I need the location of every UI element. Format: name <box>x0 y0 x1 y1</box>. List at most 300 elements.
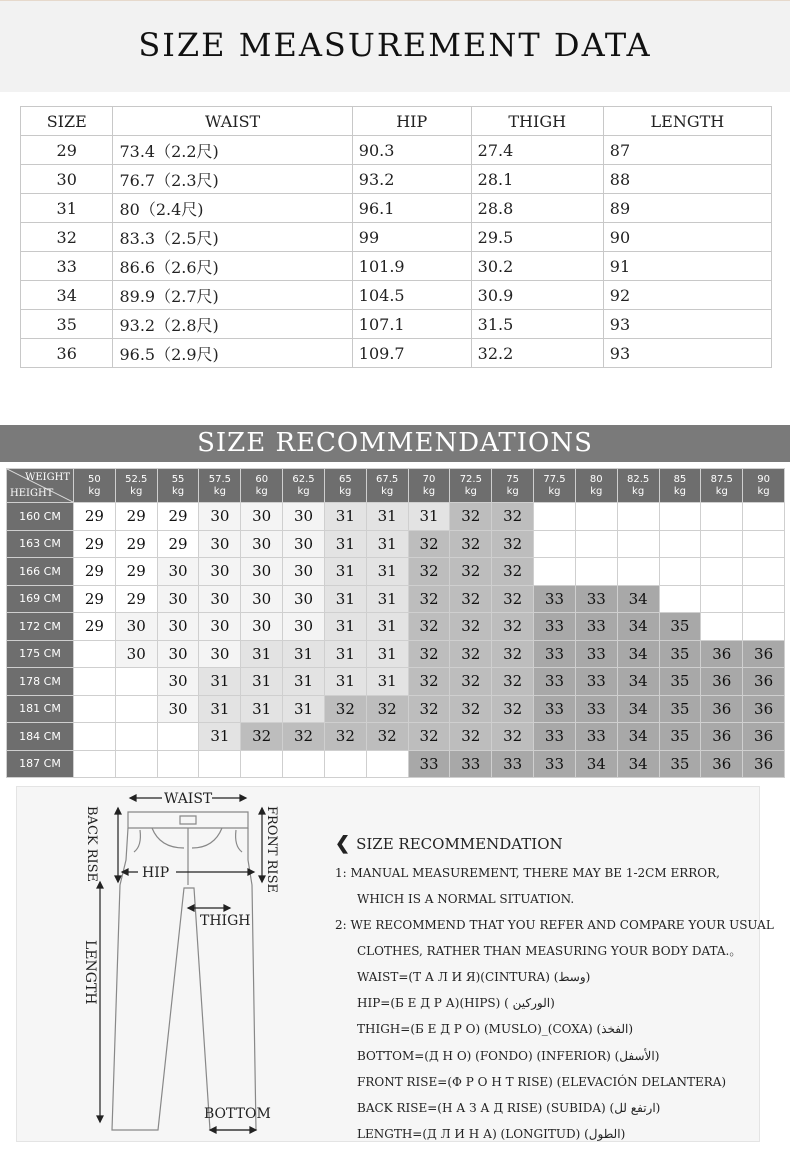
recommended-size-cell <box>158 723 199 750</box>
measurement-row <box>21 165 772 194</box>
recommended-size-cell <box>74 723 115 750</box>
recommended-size-cell: 31 <box>283 668 324 695</box>
weight-unit: kg <box>130 485 143 497</box>
recommended-size-cell: 31 <box>283 696 324 723</box>
recommended-size-cell: 34 <box>618 641 659 668</box>
measurement-header-cell: SIZE <box>21 107 113 136</box>
recommended-size-cell: 31 <box>199 696 240 723</box>
recommended-size-cell: 35 <box>660 723 701 750</box>
recommended-size-cell: 32 <box>450 558 491 585</box>
recommended-size-cell: 36 <box>743 668 784 695</box>
recommended-size-cell: 35 <box>660 751 701 778</box>
recommended-size-cell: 31 <box>241 641 282 668</box>
recommended-size-cell <box>618 503 659 530</box>
measurement-cell: 93.2（2.8尺) <box>113 310 352 339</box>
recommended-size-cell <box>743 613 784 640</box>
weight-header <box>450 469 491 502</box>
recommended-size-cell: 33 <box>576 696 617 723</box>
recommended-size-cell <box>660 586 701 613</box>
recommended-size-cell: 31 <box>199 668 240 695</box>
recommended-size-cell: 29 <box>158 531 199 558</box>
measurement-cell: 34 <box>21 281 113 310</box>
recommended-size-cell: 31 <box>367 558 408 585</box>
recommended-size-cell: 30 <box>158 586 199 613</box>
recommended-size-cell: 34 <box>618 613 659 640</box>
weight-unit: kg <box>757 485 770 497</box>
recommended-size-cell: 31 <box>367 531 408 558</box>
weight-unit: kg <box>171 485 185 497</box>
recommended-size-cell: 32 <box>450 613 491 640</box>
recommended-size-cell: 36 <box>743 696 784 723</box>
height-header: 160 CM <box>7 503 73 530</box>
weight-value: 65 <box>338 473 352 485</box>
recommended-size-cell: 29 <box>74 558 115 585</box>
back-rise-label: BACK RISE <box>84 806 99 883</box>
weight-value: 57.5 <box>208 473 231 485</box>
recommended-size-cell: 32 <box>450 668 491 695</box>
weight-unit: kg <box>673 485 686 497</box>
recommended-size-cell: 29 <box>116 586 157 613</box>
recommended-size-cell <box>158 751 199 778</box>
recommended-size-cell <box>534 503 575 530</box>
weight-header <box>116 469 157 502</box>
height-axis-label: HEIGHT <box>10 488 54 499</box>
recommended-size-cell: 30 <box>283 531 324 558</box>
measurement-cell: 73.4（2.2尺) <box>113 136 352 165</box>
glossary <box>335 964 755 1147</box>
weight-value: 70 <box>422 473 436 485</box>
recommended-size-cell <box>660 503 701 530</box>
recommended-size-cell <box>701 531 742 558</box>
measurement-cell: 96.1 <box>352 194 471 223</box>
recommended-size-cell: 32 <box>367 723 408 750</box>
measurement-header-cell: LENGTH <box>603 107 771 136</box>
weight-unit: kg <box>88 485 101 497</box>
measurement-row <box>21 223 772 252</box>
note-1-line-2: WHICH IS A NORMAL SITUATION. <box>357 892 575 906</box>
notes-heading-text: SIZE RECOMMENDATION <box>356 834 563 853</box>
weight-value: 82.5 <box>626 473 650 485</box>
recommended-size-cell: 31 <box>325 613 366 640</box>
recommended-size-cell: 32 <box>492 696 533 723</box>
recommended-size-cell: 31 <box>241 696 282 723</box>
height-header: 187 CM <box>7 751 73 778</box>
measurement-cell: 32 <box>21 223 113 252</box>
weight-value: 62.5 <box>292 473 315 485</box>
recommended-size-cell: 36 <box>701 696 742 723</box>
measurement-cell: 33 <box>21 252 113 281</box>
recommended-size-cell: 31 <box>325 668 366 695</box>
recommended-size-cell: 29 <box>74 503 115 530</box>
recommended-size-cell: 31 <box>367 503 408 530</box>
glossary-line: THIGH=(Б Е Д Р О) (MUSLO)_(COXA) (الفخذ) <box>357 1022 634 1037</box>
recommended-size-cell <box>701 503 742 530</box>
weight-value: 85 <box>673 473 687 485</box>
glossary-line: WAIST=(Т А Л И Я)(CINTURA) (وسط) <box>357 970 591 984</box>
recommended-size-cell: 32 <box>492 586 533 613</box>
recommended-size-cell: 33 <box>534 668 575 695</box>
weight-header <box>534 469 575 502</box>
recommended-size-cell <box>367 751 408 778</box>
weight-unit: kg <box>632 485 645 497</box>
measurement-cell: 107.1 <box>352 310 471 339</box>
recommended-size-cell: 35 <box>660 641 701 668</box>
glossary-line: FRONT RISE=(Ф Р О Н Т RISE) (ELEVACIÓN DELANTERA) <box>357 1074 727 1089</box>
recommended-size-cell <box>576 503 617 530</box>
note-1-line-1: 1: MANUAL MEASUREMENT, THERE MAY BE 1-2CM ERROR, <box>335 866 720 880</box>
weight-header <box>743 469 784 502</box>
recommended-size-cell: 32 <box>492 613 533 640</box>
measurement-cell: 30 <box>21 165 113 194</box>
recommended-size-cell <box>701 613 742 640</box>
weight-value: 60 <box>255 473 269 485</box>
recommended-size-cell: 33 <box>534 723 575 750</box>
recommended-size-cell <box>116 668 157 695</box>
measurement-cell: 31 <box>21 194 113 223</box>
waistband-outline <box>128 812 248 828</box>
measurement-cell: 109.7 <box>352 339 471 368</box>
recommended-size-cell: 30 <box>283 613 324 640</box>
weight-value: 90 <box>757 473 770 485</box>
measurement-cell: 101.9 <box>352 252 471 281</box>
measurement-row <box>21 194 772 223</box>
recommended-size-cell: 33 <box>534 696 575 723</box>
pants-diagram <box>80 790 300 1140</box>
recommended-size-cell: 31 <box>409 503 450 530</box>
measurement-cell: 93 <box>603 310 771 339</box>
weight-header <box>74 469 115 502</box>
height-header: 184 CM <box>7 723 73 750</box>
recommended-size-cell: 33 <box>576 668 617 695</box>
recommended-size-cell <box>618 531 659 558</box>
weight-unit: kg <box>255 485 268 497</box>
recommended-size-cell: 31 <box>325 531 366 558</box>
recommended-size-cell: 31 <box>283 641 324 668</box>
recommended-size-cell: 32 <box>409 558 450 585</box>
measurement-header-cell: WAIST <box>113 107 352 136</box>
recommended-size-cell <box>576 558 617 585</box>
recommended-size-cell: 31 <box>367 586 408 613</box>
weight-header <box>660 469 701 502</box>
height-header: 169 CM <box>7 586 73 613</box>
glossary-line: HIP=(Б Е Д Р А)(HIPS) ( الوركين) <box>357 996 555 1011</box>
measurement-cell: 92 <box>603 281 771 310</box>
glossary-line: LENGTH=(Д Л И Н А) (LONGITUD) (الطول) <box>357 1127 626 1142</box>
weight-value: 55 <box>171 473 185 485</box>
weight-value: 75 <box>506 473 519 485</box>
measurement-cell: 89 <box>603 194 771 223</box>
recommended-size-cell: 33 <box>450 751 491 778</box>
measurement-cell: 29 <box>21 136 113 165</box>
measurement-cell: 83.3（2.5尺) <box>113 223 352 252</box>
measurement-table <box>20 106 772 368</box>
weight-unit: kg <box>715 485 728 497</box>
recommended-size-cell: 31 <box>199 723 240 750</box>
notes-heading <box>335 833 755 854</box>
measurement-cell: 93.2 <box>352 165 471 194</box>
height-header: 172 CM <box>7 613 73 640</box>
recommended-size-cell: 36 <box>743 751 784 778</box>
recommended-size-cell: 30 <box>199 586 240 613</box>
measurement-cell: 91 <box>603 252 771 281</box>
recommended-size-cell: 30 <box>241 558 282 585</box>
weight-unit: kg <box>464 485 477 497</box>
height-header: 163 CM <box>7 531 73 558</box>
measurement-cell: 86.6（2.6尺) <box>113 252 352 281</box>
recommended-size-cell <box>701 586 742 613</box>
recommended-size-cell: 34 <box>618 723 659 750</box>
measurement-cell: 89.9（2.7尺) <box>113 281 352 310</box>
recommended-size-cell: 36 <box>701 751 742 778</box>
waist-label: WAIST <box>164 791 213 807</box>
recommended-size-cell <box>743 558 784 585</box>
weight-header <box>199 469 240 502</box>
weight-value: 67.5 <box>376 473 399 485</box>
weight-unit: kg <box>297 485 310 497</box>
recommended-size-cell <box>325 751 366 778</box>
recommended-size-cell: 29 <box>74 586 115 613</box>
weight-header <box>367 469 408 502</box>
weight-header <box>492 469 533 502</box>
weight-header <box>241 469 282 502</box>
recommended-size-cell: 33 <box>534 613 575 640</box>
chevron-left-icon: ❮ <box>335 833 351 854</box>
recommended-size-cell: 29 <box>116 558 157 585</box>
recommended-size-cell: 32 <box>325 723 366 750</box>
measurement-cell: 28.8 <box>471 194 603 223</box>
weight-unit: kg <box>339 485 352 497</box>
recommended-size-cell <box>743 586 784 613</box>
recommended-size-cell: 31 <box>325 503 366 530</box>
recommended-size-cell: 32 <box>492 668 533 695</box>
recommended-size-cell: 30 <box>116 641 157 668</box>
recommended-size-cell: 30 <box>158 613 199 640</box>
glossary-line: BOTTOM=(Д Н О) (FONDO) (INFERIOR) (الأسفل) <box>357 1048 660 1063</box>
recommended-size-cell: 34 <box>618 696 659 723</box>
recommended-size-cell <box>74 751 115 778</box>
recommended-size-cell: 32 <box>450 586 491 613</box>
recommended-size-cell: 33 <box>534 751 575 778</box>
recommended-size-cell: 32 <box>450 503 491 530</box>
measurement-cell: 35 <box>21 310 113 339</box>
height-header: 166 CM <box>7 558 73 585</box>
weight-unit: kg <box>548 485 561 497</box>
recommended-size-cell: 31 <box>325 586 366 613</box>
recommended-size-cell: 36 <box>743 641 784 668</box>
recommended-size-cell <box>199 751 240 778</box>
weight-header <box>158 469 199 502</box>
recommended-size-cell: 32 <box>450 641 491 668</box>
note-2-line-2: CLOTHES, RATHER THAN MEASURING YOUR BODY DATA.。 <box>357 944 742 958</box>
size-notes <box>335 833 774 1147</box>
recommended-size-cell: 29 <box>74 531 115 558</box>
pants-outline <box>112 828 256 1130</box>
length-label: LENGTH <box>82 940 98 1005</box>
measurement-cell: 32.2 <box>471 339 603 368</box>
measurement-cell: 90.3 <box>352 136 471 165</box>
recommended-size-cell: 32 <box>409 586 450 613</box>
note-2-line-1: 2: WE RECOMMEND THAT YOU REFER AND COMPARE YOUR USUAL <box>335 918 774 932</box>
recommended-size-cell <box>743 503 784 530</box>
recommended-size-cell: 32 <box>325 696 366 723</box>
recommended-size-cell: 32 <box>409 641 450 668</box>
recommended-size-cell: 30 <box>241 586 282 613</box>
recommended-size-cell: 32 <box>492 531 533 558</box>
weight-value: 87.5 <box>710 473 733 485</box>
measurement-cell: 88 <box>603 165 771 194</box>
weight-value: 52.5 <box>125 473 148 485</box>
recommended-size-cell <box>74 641 115 668</box>
recommended-size-cell <box>743 531 784 558</box>
weight-axis-label: WEIGHT <box>25 472 70 483</box>
recommended-size-cell: 30 <box>283 503 324 530</box>
measurement-cell: 99 <box>352 223 471 252</box>
recommended-size-cell <box>116 751 157 778</box>
glossary-line: BACK RISE=(Н А З А Д RISE) (SUBIDA) (ارتفع لل) <box>357 1100 661 1115</box>
recommended-size-cell <box>241 751 282 778</box>
weight-header <box>325 469 366 502</box>
recommended-size-cell: 34 <box>576 751 617 778</box>
weight-unit: kg <box>590 485 603 497</box>
recommended-size-cell: 32 <box>450 531 491 558</box>
recommended-size-cell: 32 <box>409 531 450 558</box>
recommended-size-cell: 30 <box>241 613 282 640</box>
measurement-cell: 27.4 <box>471 136 603 165</box>
recommended-size-cell: 32 <box>450 696 491 723</box>
recommended-size-cell <box>534 531 575 558</box>
recommended-size-cell: 33 <box>576 641 617 668</box>
recommended-size-cell: 35 <box>660 696 701 723</box>
measurement-cell: 28.1 <box>471 165 603 194</box>
measurement-cell: 90 <box>603 223 771 252</box>
recommended-size-cell: 36 <box>701 641 742 668</box>
measurement-cell: 93 <box>603 339 771 368</box>
weight-value: 77.5 <box>543 473 566 485</box>
weight-header <box>283 469 324 502</box>
recommended-size-cell: 30 <box>158 641 199 668</box>
height-header: 181 CM <box>7 696 73 723</box>
recommended-size-cell: 30 <box>199 641 240 668</box>
measurement-cell: 80（2.4尺) <box>113 194 352 223</box>
recommended-size-cell <box>116 696 157 723</box>
measurement-cell: 36 <box>21 339 113 368</box>
recommended-size-cell: 29 <box>74 613 115 640</box>
measurement-cell: 31.5 <box>471 310 603 339</box>
measurement-cell: 29.5 <box>471 223 603 252</box>
recommended-size-cell: 30 <box>199 558 240 585</box>
recommended-size-cell: 30 <box>283 558 324 585</box>
recommended-size-cell: 33 <box>492 751 533 778</box>
measurement-header-row <box>21 107 772 136</box>
recommended-size-cell: 30 <box>158 696 199 723</box>
recommended-size-cell <box>701 558 742 585</box>
measurement-cell: 96.5（2.9尺) <box>113 339 352 368</box>
recommended-size-cell: 36 <box>701 723 742 750</box>
recommended-size-cell <box>116 723 157 750</box>
recommended-size-cell: 30 <box>241 531 282 558</box>
measurement-cell: 30.9 <box>471 281 603 310</box>
recommended-size-cell: 32 <box>409 723 450 750</box>
measurement-row <box>21 310 772 339</box>
recommended-size-cell: 35 <box>660 668 701 695</box>
recommended-size-cell: 33 <box>576 613 617 640</box>
recommended-size-cell: 32 <box>492 641 533 668</box>
measurement-row <box>21 281 772 310</box>
recommended-size-cell: 32 <box>409 668 450 695</box>
recommended-size-cell: 32 <box>450 723 491 750</box>
recommended-size-cell: 30 <box>199 531 240 558</box>
measurement-cell: 87 <box>603 136 771 165</box>
recommended-size-cell: 32 <box>409 696 450 723</box>
weight-unit: kg <box>381 485 394 497</box>
recommended-size-cell: 30 <box>116 613 157 640</box>
weight-value: 50 <box>88 473 101 485</box>
front-rise-label: FRONT RISE <box>264 806 279 893</box>
recommended-size-cell: 30 <box>199 503 240 530</box>
recommended-size-cell <box>576 531 617 558</box>
recommended-size-cell: 31 <box>325 558 366 585</box>
size-recommendation-grid <box>6 468 785 778</box>
recommended-size-cell: 31 <box>367 613 408 640</box>
weight-header <box>576 469 617 502</box>
recommended-size-cell <box>74 668 115 695</box>
weight-header <box>409 469 450 502</box>
weight-header <box>701 469 742 502</box>
recommended-size-cell: 30 <box>158 558 199 585</box>
thigh-label: THIGH <box>200 913 251 929</box>
recommended-size-cell: 33 <box>576 586 617 613</box>
height-header: 178 CM <box>7 668 73 695</box>
recommended-size-cell <box>660 558 701 585</box>
recommended-size-cell <box>74 696 115 723</box>
weight-unit: kg <box>422 485 436 497</box>
recommended-size-cell <box>283 751 324 778</box>
measurement-header-cell: THIGH <box>471 107 603 136</box>
recommended-size-cell <box>534 558 575 585</box>
recommended-size-cell <box>618 558 659 585</box>
recommended-size-cell: 32 <box>492 558 533 585</box>
measurement-header-cell: HIP <box>352 107 471 136</box>
measurement-row <box>21 136 772 165</box>
recommended-size-cell: 35 <box>660 613 701 640</box>
weight-unit: kg <box>506 485 519 497</box>
recommended-size-cell: 30 <box>158 668 199 695</box>
height-header: 175 CM <box>7 641 73 668</box>
measurement-cell: 104.5 <box>352 281 471 310</box>
measurement-title: SIZE MEASUREMENT DATA <box>138 26 652 64</box>
recommended-size-cell: 30 <box>283 586 324 613</box>
measurement-row <box>21 339 772 368</box>
recommended-size-cell: 32 <box>492 723 533 750</box>
recommended-size-cell: 30 <box>199 613 240 640</box>
measurement-cell: 76.7（2.3尺) <box>113 165 352 194</box>
recommended-size-cell: 33 <box>576 723 617 750</box>
measurement-row <box>21 252 772 281</box>
grid-corner <box>7 469 73 502</box>
recommended-size-cell: 33 <box>409 751 450 778</box>
recommended-size-cell: 31 <box>241 668 282 695</box>
recommendation-title: SIZE RECOMMENDATIONS <box>197 428 593 458</box>
recommended-size-cell: 34 <box>618 668 659 695</box>
recommended-size-cell: 34 <box>618 751 659 778</box>
recommended-size-cell: 36 <box>701 668 742 695</box>
recommended-size-cell: 32 <box>241 723 282 750</box>
recommended-size-cell: 32 <box>409 613 450 640</box>
measurement-cell: 30.2 <box>471 252 603 281</box>
weight-header <box>618 469 659 502</box>
recommended-size-cell: 29 <box>116 531 157 558</box>
recommended-size-cell: 30 <box>241 503 282 530</box>
